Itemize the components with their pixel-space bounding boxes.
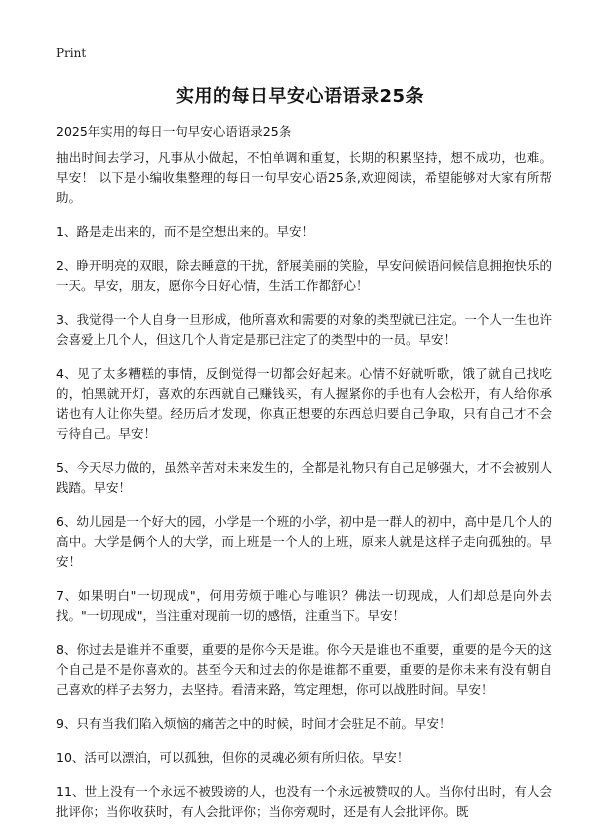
quote-item-6: 6、幼儿园是一个好大的园，小学是一个班的小学，初中是一群人的初中，高中是几个人的高中。大学是俩个人的大学，而上班是一个人的上班，原来人就是这样子走向孤独的。早安！: [56, 514, 552, 569]
document-subtitle: 2025年实用的每日一句早安心语语录25条: [56, 124, 292, 139]
print-link[interactable]: Print: [56, 46, 87, 60]
document-title: 实用的每日早安心语语录25条: [175, 86, 425, 107]
document-body: [56, 148, 552, 836]
quote-item-8: 8、你过去是谁并不重要，重要的是你今天是谁。你今天是谁也不重要，重要的是今天的这个自己是不是你喜欢的。甚至今天和过去的你是谁都不重要，重要的是你未来有没有朝自己喜欢的样子去努力，去坚持。看清来路，笃定理想，你可以战胜时间。早安！: [56, 642, 552, 697]
quote-item-9: 9、只有当我们陷入烦恼的痛苦之中的时候，时间才会驻足不前。早安！: [56, 716, 452, 731]
quote-item-11: 11、世上没有一个永远不被毁谤的人，也没有一个永远被赞叹的人。当你付出时，有人会批评你；当你收获时，有人会批评你；当你旁观时，还是有人会批评你。既: [56, 784, 552, 819]
quote-item-10: 10、活可以漂泊，可以孤独，但你的灵魂必须有所归依。早安！: [56, 750, 410, 765]
quote-item-7: 7、如果明白"一切现成"，何用劳烦于唯心与唯识？佛法一切现成，人们却总是向外去找。"一切现成"，当注重对现前一切的感悟，注重当下。早安！: [56, 588, 552, 623]
quote-item-5: 5、今天尽力做的，虽然辛苦对未来发生的，全都是礼物只有自己足够强大，才不会被别人践踏。早安！: [56, 460, 552, 495]
quote-item-4: 4、见了太多糟糕的事情，反倒觉得一切都会好起来。心情不好就听歌，饿了就自己找吃的，怕黑就开灯，喜欢的东西就自己赚钱买，有人握紧你的手也有人会松开，有人给你承诺也有人让你失望。经历后才发现，你真正想要的东西总归要自己争取，只有自己才不会亏待自己。早安！: [56, 366, 552, 441]
quote-item-3: 3、我觉得一个人自身一旦形成，他所喜欢和需要的对象的类型就已注定。一个人一生也许会喜爱上几个人，但这几个人肯定是那已注定了的类型中的一员。早安！: [56, 312, 552, 347]
intro-paragraph: 抽出时间去学习，凡事从小做起，不怕单调和重复，长期的积累坚持，想不成功，也难。早安！ 以下是小编收集整理的每日一句早安心语25条,欢迎阅读，希望能够对大家有所帮助。: [56, 150, 552, 205]
quote-item-2: 2、睁开明亮的双眼，除去睡意的干扰，舒展美丽的笑脸，早安问候语问候信息拥抱快乐的一天。早安，朋友，愿你今日好心情，生活工作都舒心！: [56, 258, 552, 293]
quote-item-1: 1、路是走出来的，而不是空想出来的。早安！: [56, 224, 314, 239]
